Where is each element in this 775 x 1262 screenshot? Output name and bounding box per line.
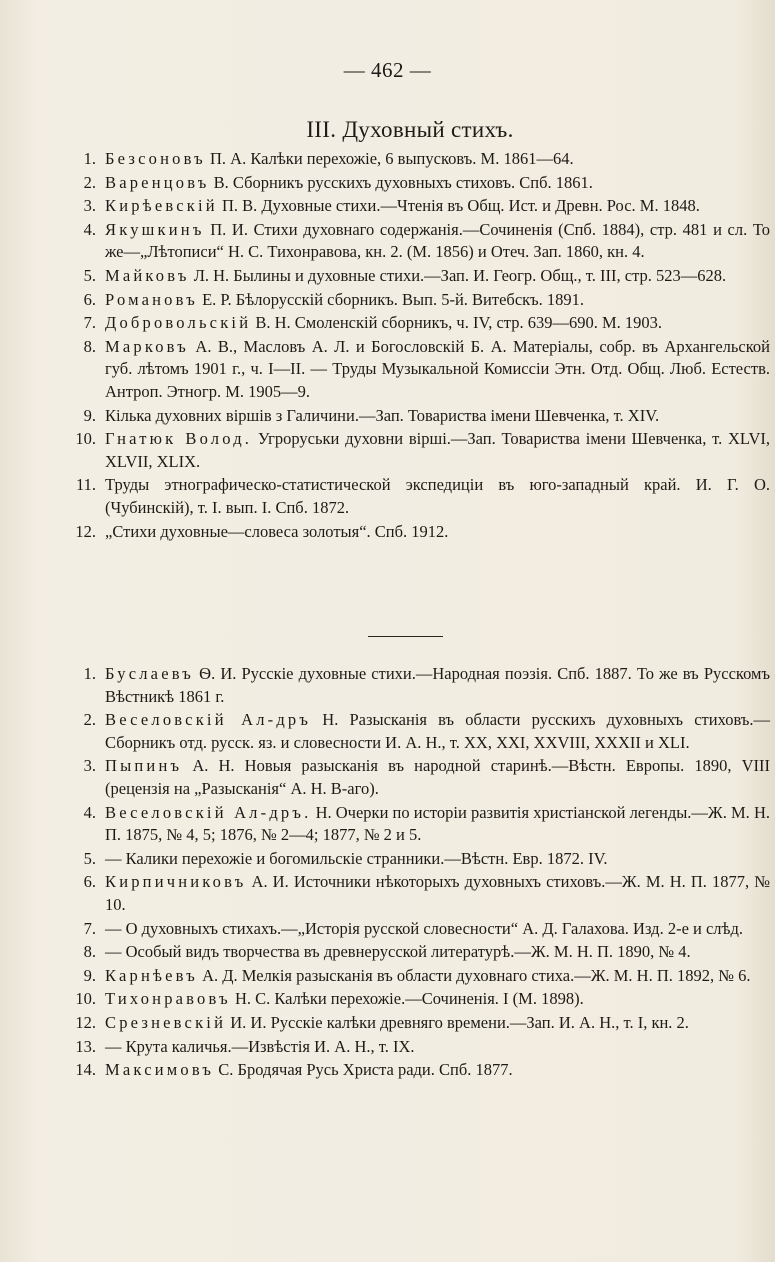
bibliography-entry: [0, 195, 775, 218]
bibliography-entry: [0, 474, 775, 519]
entry-citation: А. В., Масловъ А. Л. и Богословскій Б. А. Матеріалы, собр. въ Архангельской губ. лѣтомъ 1901 г., ч. I—II. — Труды Музыкальной Комиссіи Этн. Отд. Общ. Люб. Естеств. Антроп. Этногр. М. 1905—9.: [105, 336, 770, 401]
entry-text: [105, 172, 770, 195]
entry-author: Безсоновъ: [105, 149, 206, 168]
bibliography-entry: [0, 405, 775, 428]
entry-author: Буслаевъ: [105, 664, 195, 683]
entry-number: 13.: [75, 1036, 96, 1056]
bibliography-entry: [0, 871, 775, 916]
entry-number: 3.: [83, 196, 96, 216]
entry-citation: А. И. Источники нѣкоторыхъ духовныхъ стиховъ.—Ж. М. Н. П. 1877, № 10.: [105, 872, 770, 914]
entry-author: Веселовскій Ал-дръ.: [105, 802, 312, 822]
entry-citation: Угроруськи духовни вірші.—Зап. Товариства імени Шевченка, т. XLVI, XLVII, XLIX.: [105, 429, 770, 471]
entry-text: [105, 405, 770, 428]
bibliography-entry: [0, 918, 775, 941]
entry-text: [105, 219, 770, 264]
bibliography-entry: [0, 663, 775, 708]
entry-author: Карнѣевъ: [105, 965, 198, 985]
bibliography-entry: [0, 1059, 775, 1082]
entry-text: [105, 709, 770, 754]
bibliography-entry: [0, 265, 775, 288]
entry-citation: П. В. Духовные стихи.—Чтенія въ Общ. Ист. и Древн. Рос. М. 1848.: [217, 196, 700, 216]
entry-number: 1.: [83, 664, 96, 683]
entry-number: 9.: [83, 405, 96, 425]
bibliography-entry: [0, 709, 775, 754]
entry-author: Марковъ: [105, 336, 189, 356]
entry-citation: А. Н. Новыя разысканія въ народной старинѣ.—Вѣстн. Европы. 1890, VIII (рецензія на „Разысканія“ А. Н. В-аго).: [105, 756, 770, 798]
entry-author: Варенцовъ: [105, 172, 210, 192]
bibliography-entry: [0, 755, 775, 800]
entry-author: Кирѣевскій: [105, 196, 218, 216]
bibliography-entry: [0, 988, 775, 1011]
bibliography-entry: [0, 941, 775, 964]
entry-author: Кирпичниковъ: [105, 872, 247, 892]
entry-citation: А. Д. Мелкія разысканія въ области духовнаго стиха.—Ж. М. Н. П. 1892, № 6.: [198, 965, 751, 985]
entry-author: Добровольскій: [105, 313, 252, 333]
entry-citation: Н. Разысканія въ области русскихъ духовныхъ стиховъ.—Сборникъ отд. русск. яз. и словесности И. А. Н., т. XX, XXI, XXVIII, XXXII и XLI.: [105, 710, 770, 752]
entry-citation: И. И. Русскіе калѣки древняго времени.—Зап. И. А. Н., т. I, кн. 2.: [226, 1012, 689, 1032]
entry-citation: — О духовныхъ стихахъ.—„Исторія русской словесности“ А. Д. Галахова. Изд. 2-е и слѣд.: [105, 918, 744, 938]
entry-text: [105, 428, 770, 473]
entry-text: [105, 336, 770, 404]
entry-text: [105, 474, 770, 519]
entry-text: [105, 965, 770, 988]
entry-citation: П. А. Калѣки перехожіе, 6 выпусковъ. М. 1861—64.: [205, 149, 574, 168]
entry-author: Романовъ: [105, 289, 198, 309]
entry-citation: Труды этнографическо-статистической экспедиціи въ юго-западный край. И. Г. О. (Чубинскій), т. I. вып. I. Спб. 1872.: [105, 475, 770, 517]
entry-text: [105, 663, 770, 708]
entry-number: 12.: [75, 1012, 96, 1032]
entry-citation: Кілька духовних віршів з Галичини.—Зап. Товариства імени Шевченка, т. XIV.: [105, 405, 660, 425]
entry-text: [105, 1059, 770, 1082]
bibliography-entry: [0, 336, 775, 404]
bibliography-entry: [0, 1012, 775, 1035]
entry-number: 6.: [83, 289, 96, 309]
entry-number: 4.: [83, 219, 96, 239]
entry-number: 2.: [83, 172, 96, 192]
entry-text: [105, 289, 770, 312]
entry-author: Срезневскій: [105, 1012, 227, 1032]
entry-number: 6.: [83, 872, 96, 892]
entry-citation: В. Сборникъ русскихъ духовныхъ стиховъ. Спб. 1861.: [209, 172, 593, 192]
bibliography-entry: [0, 848, 775, 871]
entry-citation: Н. Очерки по исторіи развитія христіанской легенды.—Ж. М. Н. П. 1875, № 4, 5; 1876, № 2—4; 1877, № 2 и 5.: [105, 802, 770, 845]
entry-number: 10.: [75, 429, 96, 449]
entry-citation: В. Н. Смоленскій сборникъ, ч. IV, стр. 639—690. М. 1903.: [251, 313, 663, 333]
entry-citation: — Особый видъ творчества въ древнерусской литературѣ.—Ж. М. Н. П. 1890, № 4.: [105, 942, 691, 962]
entry-author: Тихонравовъ: [105, 989, 231, 1009]
entry-number: 4.: [83, 802, 96, 822]
entry-number: 1.: [83, 149, 96, 168]
bibliography-entry: [0, 289, 775, 312]
entry-text: [105, 148, 770, 171]
entry-number: 14.: [75, 1060, 96, 1080]
entry-number: 9.: [83, 965, 96, 985]
bibliography-list-secondary: [0, 663, 775, 1083]
entry-text: [105, 848, 770, 871]
bibliography-entry: [0, 802, 775, 847]
bibliography-entry: [0, 428, 775, 473]
entry-citation: — Калики перехожіе и богомильскіе странники.—Вѣстн. Евр. 1872. IV.: [105, 848, 608, 868]
entry-author: Майковъ: [105, 265, 190, 285]
entry-author: Максимовъ: [105, 1060, 215, 1080]
section-divider: [368, 636, 443, 637]
entry-number: 5.: [83, 848, 96, 868]
entry-text: [105, 265, 770, 288]
entry-number: 10.: [75, 989, 96, 1009]
entry-author: Пыпинъ: [105, 756, 183, 776]
entry-citation: Л. Н. Былины и духовные стихи.—Зап. И. Геогр. Общ., т. III, стр. 523—628.: [189, 265, 727, 285]
entry-text: [105, 941, 770, 964]
entry-citation: П. И. Стихи духовнаго содержанія.—Сочиненія (Спб. 1884), стр. 481 и сл. То же—„Лѣтописи“ Н. С. Тихонравова, кн. 2. (М. 1856) и Отеч. Зап. 1860, кн. 4.: [105, 219, 770, 262]
entry-number: 2.: [83, 710, 96, 730]
entry-number: 11.: [75, 475, 96, 495]
entry-number: 7.: [83, 313, 96, 333]
bibliography-entry: [0, 219, 775, 264]
entry-citation: С. Бродячая Русь Христа ради. Спб. 1877.: [214, 1060, 513, 1080]
entry-citation: — Крута каличья.—Извѣстія И. А. Н., т. IX.: [105, 1036, 415, 1056]
entry-text: [105, 988, 770, 1011]
bibliography-list-primary: [0, 148, 775, 544]
bibliography-entry: [0, 148, 775, 171]
entry-number: 12.: [75, 521, 96, 541]
bibliography-entry: [0, 521, 775, 544]
section-title: III. Духовный стихъ.: [306, 117, 514, 142]
bibliography-entry: [0, 172, 775, 195]
entry-author: Веселовскій Ал-дръ: [105, 710, 312, 730]
entry-citation: Ѳ. И. Русскіе духовные стихи.—Народная поэзія. Спб. 1887. То же въ Русскомъ Вѣстникѣ 1861 г.: [105, 664, 770, 706]
entry-text: [105, 871, 770, 916]
entry-text: [105, 312, 770, 335]
entry-author: Якушкинъ: [105, 219, 205, 239]
entry-number: 3.: [83, 756, 96, 776]
bibliography-entry: [0, 312, 775, 335]
entry-number: 7.: [83, 918, 96, 938]
entry-number: 8.: [83, 336, 96, 356]
entry-text: [105, 1012, 770, 1035]
page-number: — 462 —: [343, 58, 432, 82]
bibliography-entry: [0, 965, 775, 988]
entry-text: [105, 918, 770, 941]
entry-citation: Е. Р. Бѣлорусскій сборникъ. Вып. 5-й. Витебскъ. 1891.: [197, 289, 585, 309]
entry-text: [105, 195, 770, 218]
entry-text: [105, 1036, 770, 1059]
entry-text: [105, 521, 770, 544]
entry-text: [105, 802, 770, 847]
entry-number: 8.: [83, 942, 96, 962]
entry-number: 5.: [83, 265, 96, 285]
entry-text: [105, 755, 770, 800]
bibliography-entry: [0, 1036, 775, 1059]
entry-author: Гнатюк Волод.: [105, 429, 253, 449]
entry-citation: „Стихи духовные—словеса золотыя“. Спб. 1912.: [105, 521, 449, 541]
entry-citation: Н. С. Калѣки перехожіе.—Сочиненія. I (М. 1898).: [230, 989, 584, 1009]
